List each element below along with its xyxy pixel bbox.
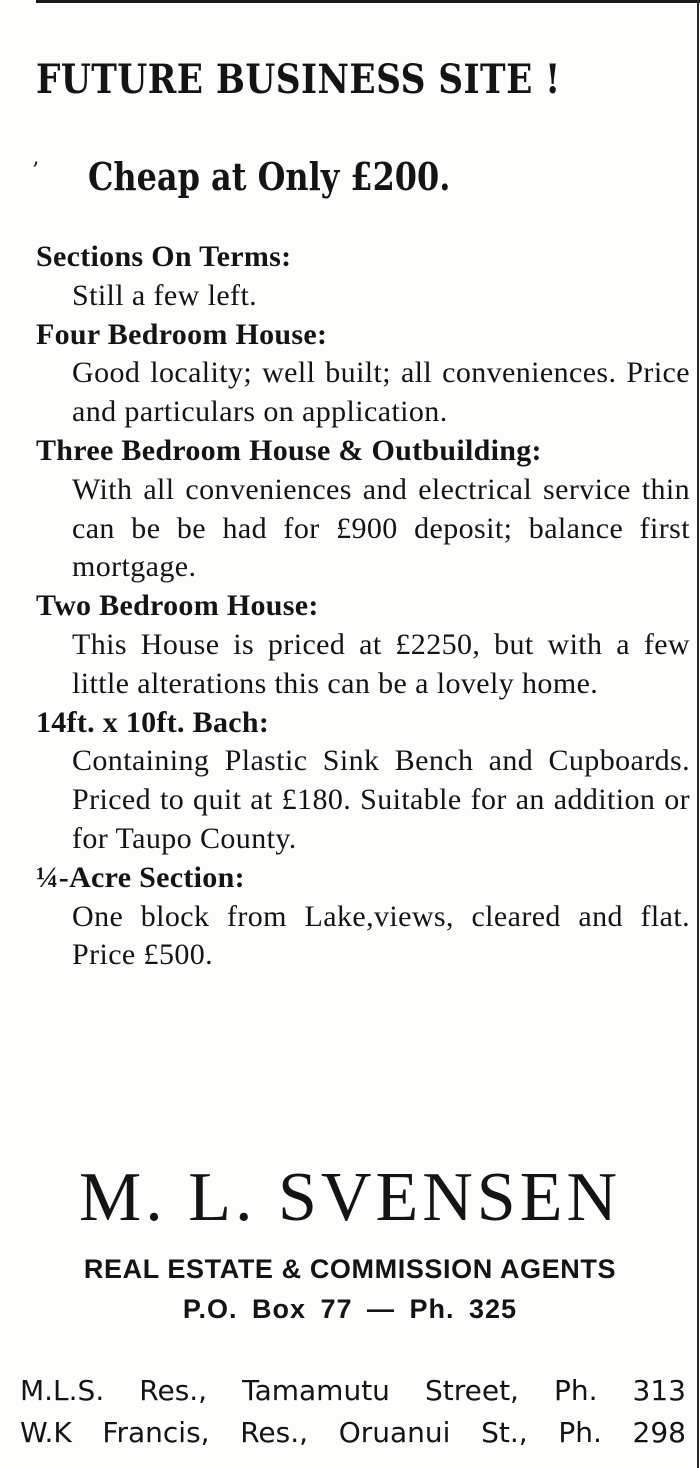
right-rule bbox=[697, 0, 699, 1468]
agent-contact: P.O. Box 77 — Ph. 325 bbox=[182, 1294, 518, 1324]
agent-tagline: REAL ESTATE & COMMISSION AGENTS bbox=[83, 1254, 617, 1284]
price-subhead: Cheap at Only £200. bbox=[88, 154, 451, 199]
headline: FUTURE BUSINESS SITE ! bbox=[36, 56, 561, 103]
agent-name: M. L. SVENSEN bbox=[78, 1159, 622, 1236]
listing-entry bbox=[36, 238, 690, 316]
listing-entry bbox=[36, 859, 690, 975]
listing-body: Containing Plastic Sink Bench and Cupboards. Priced to quit at £180. Suitable for an addition or for Taupo County. bbox=[72, 744, 690, 855]
listing-body: This House is priced at £2250, but with a few little alterations this can be a lovely home. bbox=[72, 627, 690, 700]
listing-title: 14ft. x 10ft. Bach: bbox=[36, 705, 270, 739]
listing-title: Two Bedroom House: bbox=[36, 589, 319, 623]
listing-entry bbox=[36, 432, 690, 587]
listing-body: One block from Lake,views, cleared and flat. Price £500. bbox=[72, 899, 690, 972]
listing-entry bbox=[36, 704, 690, 859]
listing-body: Good locality; well built; all conveniences. Price and particulars on application. bbox=[72, 356, 690, 429]
listing-title: Sections On Terms: bbox=[36, 240, 292, 273]
resident-contact: M.L.S. Res., Tamamutu Street, Ph. 313 bbox=[20, 1374, 686, 1407]
listing-entry bbox=[36, 316, 690, 432]
listing-body: Still a few left. bbox=[72, 278, 258, 312]
resident-contact: W.K Francis, Res., Oruanui St., Ph. 298 bbox=[20, 1416, 686, 1449]
top-rule bbox=[36, 0, 700, 3]
listings bbox=[36, 238, 690, 975]
listing-title: ¼-Acre Section: bbox=[36, 860, 245, 894]
listing-title: Three Bedroom House & Outbuilding: bbox=[36, 433, 542, 467]
print-speck: ’ bbox=[32, 159, 39, 184]
listing-body: With all conveniences and electrical service thin can be be had for £900 deposit; balance first mortgage. bbox=[72, 472, 690, 584]
listing-title: Four Bedroom House: bbox=[36, 317, 328, 351]
listing-entry bbox=[36, 587, 690, 703]
